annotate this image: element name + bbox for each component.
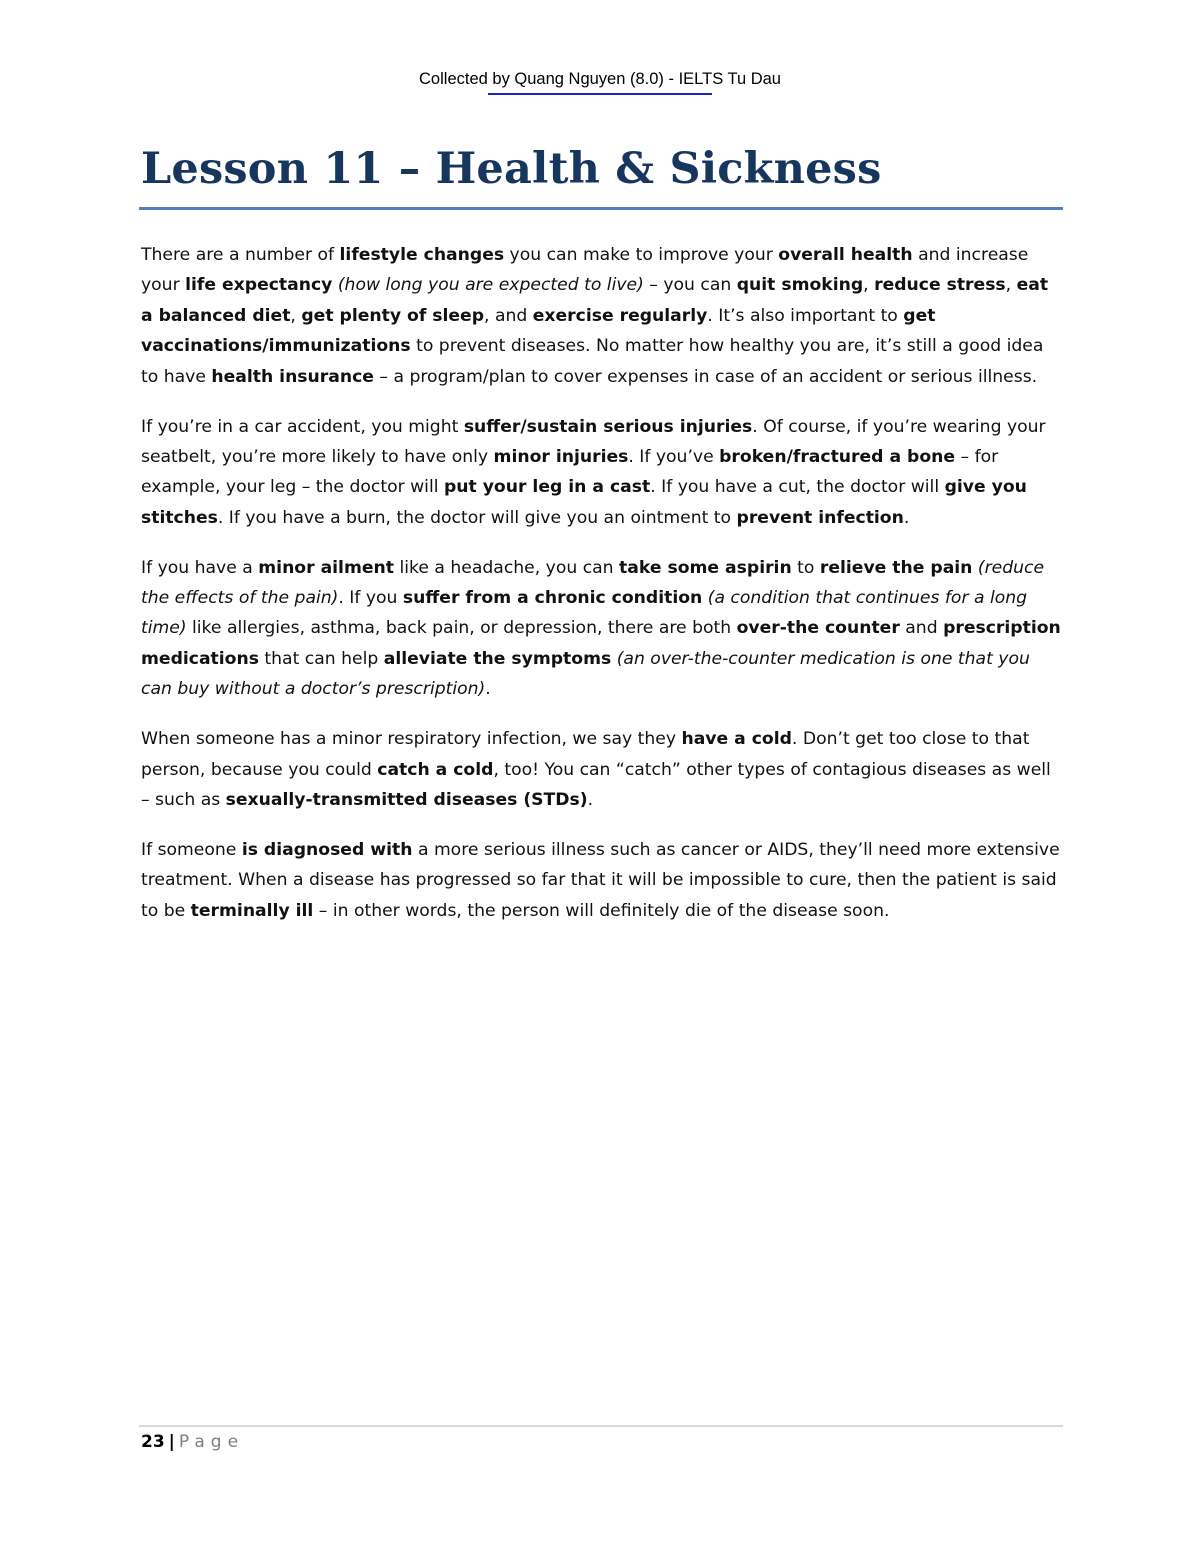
footer-rule — [139, 1425, 1063, 1427]
definition-note: (an over-the-counter medication is one that you can buy without a doctor’s prescription) — [141, 648, 1030, 700]
definition-note: (a condition that continues for a long time) — [141, 588, 1028, 639]
text-run: – for example, your leg – the doctor will — [141, 446, 999, 498]
page-number: 23 — [141, 1432, 165, 1452]
text-run: and — [899, 618, 944, 639]
text-run: . Don’t get too close to that person, because you could — [141, 729, 1030, 780]
key-phrase: overall health — [778, 245, 913, 265]
lesson-title: Lesson 11 – Health & Sickness — [141, 144, 882, 194]
text-run: . — [587, 790, 594, 810]
paragraph-lifestyle — [141, 240, 1061, 392]
key-phrase: get vaccinations/immunizations — [141, 305, 936, 357]
key-phrase: take some aspirin — [619, 557, 792, 578]
key-phrase: prevent infection — [736, 507, 904, 528]
paragraph-injuries — [141, 412, 1061, 534]
key-phrase: exercise regularly — [532, 305, 708, 326]
text-run: If you’re in a car accident, you might — [141, 416, 464, 437]
text-run: , — [290, 305, 302, 326]
text-run: If you have a — [141, 557, 259, 578]
text-run: – you can — [643, 275, 737, 296]
text-run: you can make to improve your — [504, 245, 779, 265]
page-label: Page — [178, 1432, 245, 1452]
key-phrase: catch a cold — [377, 759, 494, 780]
text-run: like a headache, you can — [393, 557, 620, 578]
text-run: – in other words, the person will definitely die of the disease soon. — [313, 900, 890, 921]
key-phrase: put your leg in a cast — [443, 477, 651, 498]
key-phrase: eat a balanced diet — [141, 275, 1049, 326]
page-header — [0, 70, 1200, 89]
key-phrase: reduce stress — [874, 275, 1006, 296]
key-phrase: minor ailment — [258, 557, 394, 578]
text-run: There are a number of — [141, 245, 340, 265]
text-run: that can help — [258, 648, 384, 669]
text-run: . If you — [338, 588, 403, 609]
definition-note: (how long you are expected to live) — [337, 275, 644, 296]
key-phrase: suffer/sustain serious injuries — [463, 416, 753, 437]
key-phrase: relieve the pain — [819, 557, 973, 578]
paragraph-ailments — [141, 553, 1061, 705]
text-run: . Of course, if you’re wearing your seatbelt, you’re more likely to have only — [141, 416, 1046, 467]
paragraph-serious-illness — [141, 835, 1061, 926]
key-phrase: prescription medications — [141, 618, 1061, 669]
key-phrase: terminally ill — [190, 900, 314, 921]
text-run: like allergies, asthma, back pain, or depression, there are both — [186, 618, 737, 639]
key-phrase: over-the counter — [736, 618, 900, 639]
header-link-underline — [488, 93, 712, 95]
text-run: When someone has a minor respiratory infection, we say they — [141, 729, 682, 750]
key-phrase: alleviate the symptoms — [383, 648, 612, 669]
text-run: . If you have a cut, the doctor will — [650, 477, 945, 498]
key-phrase: quit smoking — [736, 275, 864, 296]
key-phrase: is diagnosed with — [241, 839, 413, 860]
text-run: to prevent diseases. No matter how healthy you are, it’s still a good idea to have — [141, 336, 1044, 387]
text-run: – a program/plan to cover expenses in case of an accident or serious illness. — [373, 366, 1038, 387]
footer-separator: | — [168, 1432, 175, 1452]
key-phrase: minor injuries — [493, 446, 629, 467]
text-run: , — [1005, 275, 1017, 296]
key-phrase: health insurance — [211, 366, 374, 387]
text-run: and increase your — [141, 245, 1029, 296]
text-run: . If you have a burn, the doctor will give you an ointment to — [217, 507, 737, 528]
key-phrase: lifestyle changes — [339, 245, 505, 265]
text-run: , and — [484, 305, 533, 326]
lesson-body — [141, 240, 1061, 946]
text-run: a more serious illness such as cancer or AIDS, they’ll need more extensive treatment. When a disease has progressed so far that it will be impossible to cure, then the patient is said to be — [141, 839, 1060, 921]
text-run: If someone — [141, 839, 242, 860]
paragraph-cold — [141, 724, 1061, 815]
key-phrase: sexually-transmitted diseases (STDs) — [225, 790, 588, 810]
definition-note: (reduce the effects of the pain) — [141, 557, 1045, 609]
key-phrase: life expectancy — [185, 275, 333, 296]
text-run: . It’s also important to — [707, 305, 904, 326]
key-phrase: get plenty of sleep — [301, 305, 485, 326]
text-run: . — [903, 507, 910, 528]
text-run: , — [863, 275, 875, 296]
key-phrase: give you stitches — [141, 477, 1027, 528]
key-phrase: broken/fractured a bone — [719, 446, 956, 467]
text-run: . — [485, 679, 491, 700]
text-run: to — [791, 557, 820, 578]
key-phrase: have a cold — [681, 729, 792, 750]
title-underline-rule — [139, 207, 1063, 210]
header-text: Collected by Quang Nguyen (8.0) - IELTS Tu Dau — [419, 70, 781, 88]
page-footer — [141, 1432, 244, 1452]
key-phrase: suffer from a chronic condition — [402, 588, 703, 609]
text-run: . If you’ve — [628, 446, 720, 467]
text-run: , too! You can “catch” other types of contagious diseases as well – such as — [141, 759, 1051, 810]
